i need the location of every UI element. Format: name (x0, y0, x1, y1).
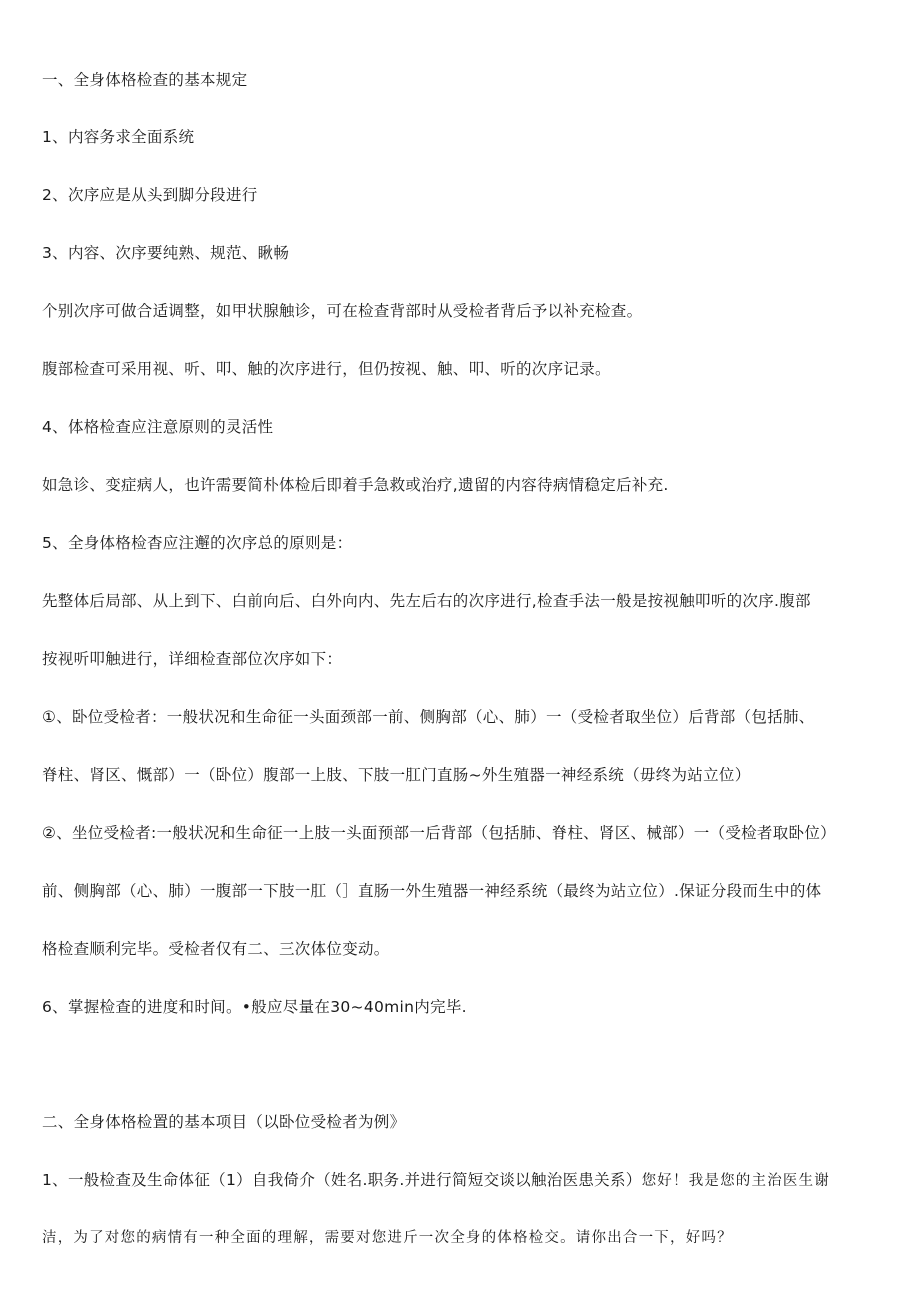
doctor-greeting-continued: 洁，为了对您的病情有一种全面的理解，需要对您进斤一次全身的体格检交。请你出合一下，好吗？ (42, 1230, 733, 1246)
principle-line-1: 先整体后局部、从上到下、白前向后、白外向内、先左后右的次序进行,检查手法一般是按视触叩听的次序.腹部 (42, 592, 811, 610)
item-3: 3、内容、次序要纯熟、规范、瞅畅 (42, 244, 290, 262)
doctor-greeting: 您好！我是您的主治医生谢 (641, 1173, 830, 1189)
note-thyroid: 个别次序可做合适调整，如甲状腺触诊，可在检查背部时从受检者背后予以补充检查。 (42, 302, 643, 320)
item-1: 1、内容务求全面系统 (42, 128, 195, 146)
note-abdomen: 腹部检查可采用视、听、叩、触的次序进行，但仍按视、触、叩、听的次序记录。 (42, 360, 611, 378)
supine-order-line-1: ①、卧位受检者：一般状况和生命征一头面颈部一前、侧胸部（心、肺）一（受检者取坐位）后背部（包括肺、 (42, 708, 815, 726)
section1-heading: 一、全身体格检查的基本规定 (42, 71, 248, 89)
item-6: 6、掌握检查的进度和时间。•般应尽量在30~40min内完毕. (42, 998, 467, 1016)
sitting-order-line-3: 格检查顺利完毕。受检者仅有二、三次体位变动。 (42, 940, 390, 958)
section2-heading: 二、全身体格检置的基本项目（以卧位受检者为例》 (42, 1113, 406, 1131)
sitting-order-line-2: 前、侧胸部（心、肺）一腹部一下肢一肛（］直肠一外生殖器一神经系统（最终为站立位）.保证分段而生中的体 (42, 882, 822, 900)
section2-item-1 (42, 1170, 892, 1191)
principle-line-2: 按视听叩触进行，详细检查部位次序如下： (42, 650, 343, 668)
sitting-order-line-1: ②、坐位受检者:一般状况和生命征一上肢一头面预部一后背部（包括肺、脊柱、肾区、械部）一（受检者取卧位） (42, 824, 836, 842)
section2-item-1-text: 1、一般检查及生命体征（1）自我倚介（姓名.职务.并进行简短交谈以触治医患关系） (42, 1171, 642, 1189)
item-4: 4、体格检查应注意原则的灵活性 (42, 418, 274, 436)
supine-order-line-2: 脊柱、肾区、慨部）一（卧位）腹部一上肢、下肢一肛门直肠~外生殖器一神经系统（毋终为站立位） (42, 766, 751, 784)
note-emergency: 如急诊、变症病人，也许需要简朴体检后即着手急救或治疗,遗留的内容待病情稳定后补充. (42, 476, 669, 494)
item-2: 2、次序应是从头到脚分段进行 (42, 186, 258, 204)
item-5: 5、全身体格检杳应注邂的次序总的原则是： (42, 534, 353, 552)
